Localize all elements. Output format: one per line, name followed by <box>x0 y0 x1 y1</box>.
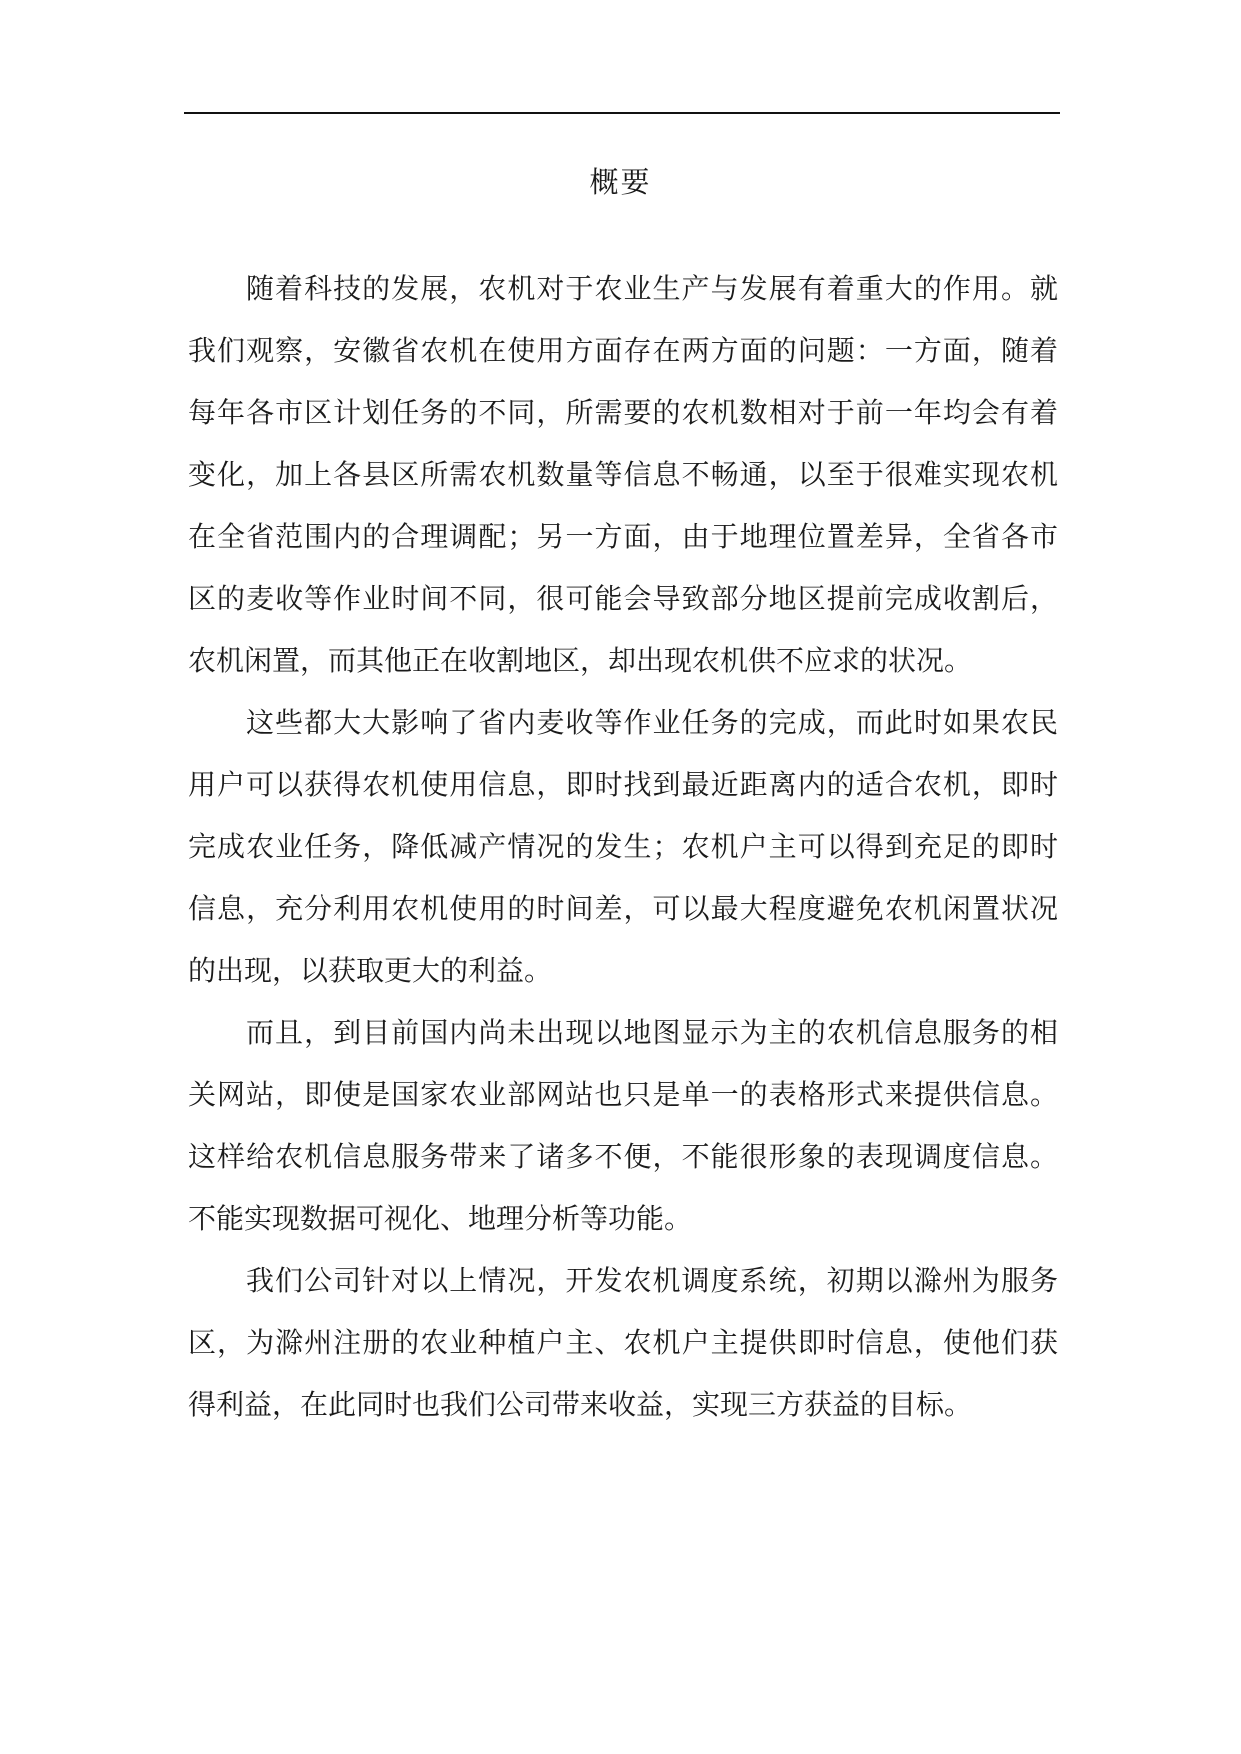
body-text <box>188 258 1058 1436</box>
text-line: 信息，充分利用农机使用的时间差，可以最大程度避免农机闲置状况 <box>188 892 1058 925</box>
text-line: 每年各市区计划任务的不同，所需要的农机数相对于前一年均会有着 <box>188 396 1058 429</box>
header-rule <box>184 112 1060 114</box>
text-line: 的出现，以获取更大的利益。 <box>188 954 553 987</box>
paragraph-1 <box>188 258 1058 692</box>
text-line: 变化，加上各县区所需农机数量等信息不畅通，以至于很难实现农机 <box>188 458 1058 491</box>
text-line: 我们公司针对以上情况，开发农机调度系统，初期以滁州为服务 <box>246 1264 1058 1297</box>
text-line: 用户可以获得农机使用信息，即时找到最近距离内的适合农机，即时 <box>188 768 1058 801</box>
paragraph-2 <box>188 692 1058 1002</box>
text-line: 区，为滁州注册的农业种植户主、农机户主提供即时信息，使他们获 <box>188 1326 1058 1359</box>
text-line: 农机闲置，而其他正在收割地区，却出现农机供不应求的状况。 <box>188 644 973 677</box>
text-line: 而且，到目前国内尚未出现以地图显示为主的农机信息服务的相 <box>246 1016 1058 1049</box>
text-line: 关网站，即使是国家农业部网站也只是单一的表格形式来提供信息。 <box>188 1078 1058 1111</box>
text-line: 我们观察，安徽省农机在使用方面存在两方面的问题：一方面，随着 <box>188 334 1058 367</box>
paragraph-4 <box>188 1250 1058 1436</box>
page-title: 概要 <box>589 165 652 199</box>
text-line: 不能实现数据可视化、地理分析等功能。 <box>188 1202 693 1235</box>
text-line: 在全省范围内的合理调配；另一方面，由于地理位置差异，全省各市 <box>188 520 1058 553</box>
text-line: 这些都大大影响了省内麦收等作业任务的完成，而此时如果农民 <box>246 706 1058 739</box>
text-line: 随着科技的发展，农机对于农业生产与发展有着重大的作用。就 <box>246 272 1058 305</box>
text-line: 区的麦收等作业时间不同，很可能会导致部分地区提前完成收割后， <box>188 582 1058 615</box>
text-line: 得利益，在此同时也我们公司带来收益，实现三方获益的目标。 <box>188 1388 973 1421</box>
text-line: 完成农业任务，降低减产情况的发生；农机户主可以得到充足的即时 <box>188 830 1058 863</box>
paragraph-3 <box>188 1002 1058 1250</box>
text-line: 这样给农机信息服务带来了诸多不便，不能很形象的表现调度信息。 <box>188 1140 1058 1173</box>
